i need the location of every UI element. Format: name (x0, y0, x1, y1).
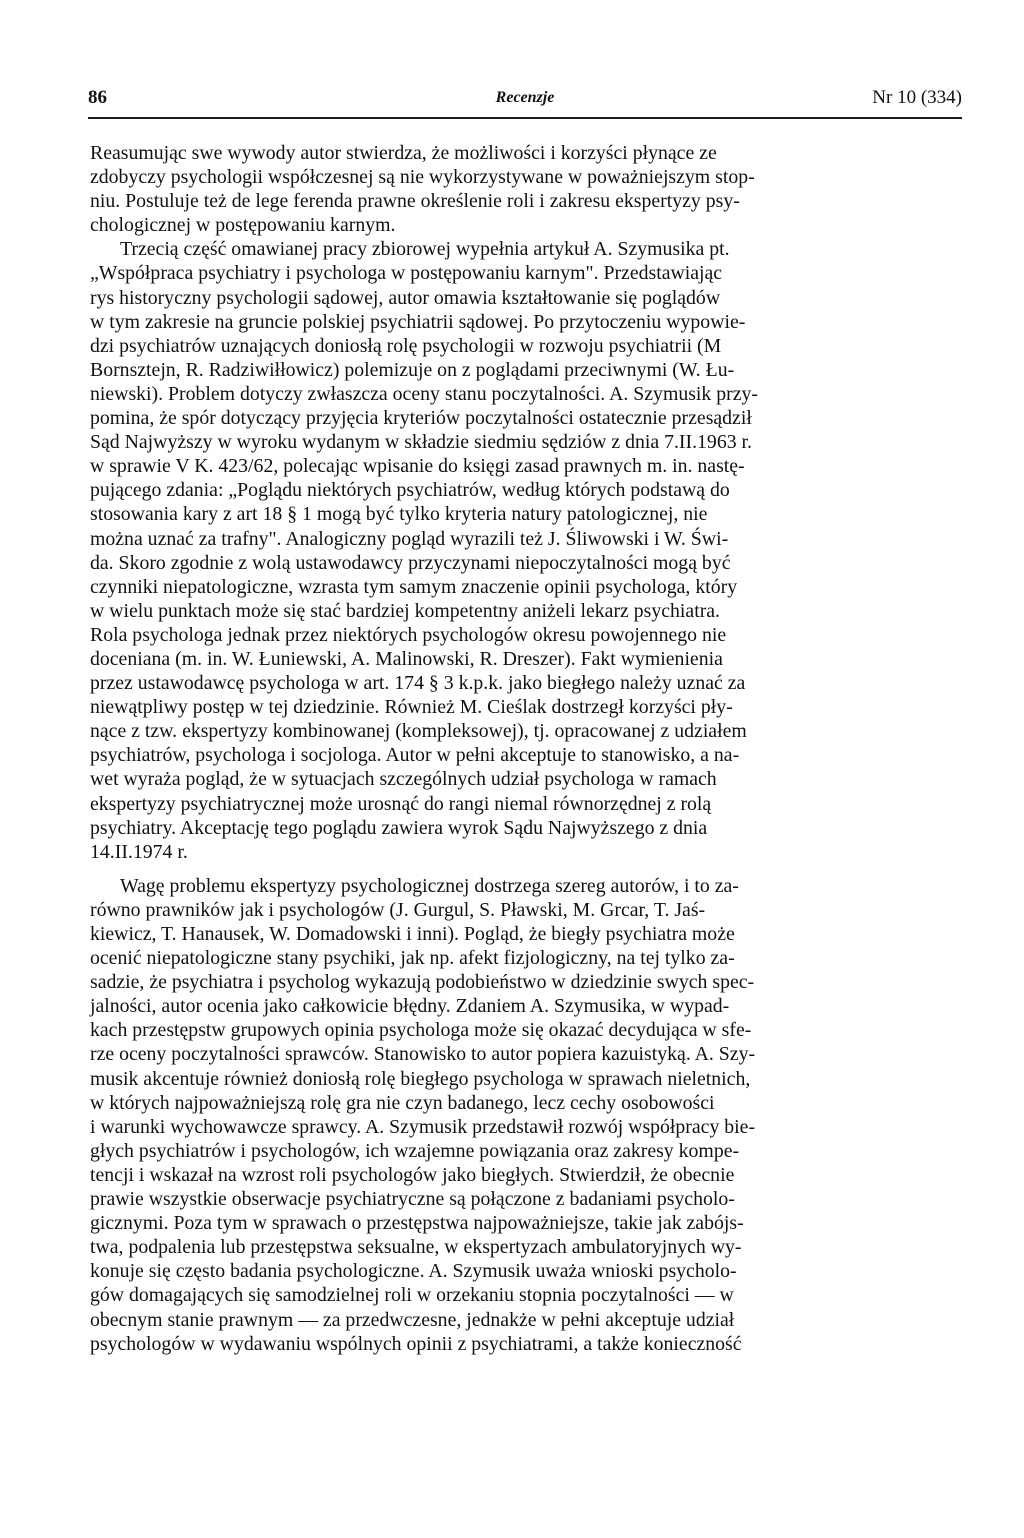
text-line: gicznymi. Poza tym w sprawach o przestępstwa najpoważniejsze, takie jak zabójs- (90, 1212, 744, 1235)
paragraph-1 (90, 141, 962, 237)
page-number: 86 (88, 87, 107, 108)
article-body (90, 141, 962, 1356)
paragraph-3 (90, 874, 962, 1356)
text-line: w wielu punktach może się stać bardziej kompetentny aniżeli lekarz psychiatra. (90, 599, 721, 622)
text-line: twa, podpalenia lub przestępstwa seksualne, w ekspertyzach ambulatoryjnych wy- (90, 1236, 742, 1259)
text-line: w których najpoważniejszą rolę gra nie czyn badanego, lecz cechy osobowości (90, 1091, 715, 1114)
text-line: musik akcentuje również doniosłą rolę biegłego psychologa w sprawach nieletnich, (90, 1067, 751, 1090)
text-line: zdobyczy psychologii współczesnej są nie wykorzystywane w poważniejszym stop- (90, 166, 755, 189)
text-line: sadzie, że psychiatra i psycholog wykazują podobieństwo w dziedzinie swych spec- (90, 971, 755, 994)
paragraph-gap (90, 864, 962, 874)
text-line: psychologów w wydawaniu wspólnych opinii z psychiatrami, a także konieczność (90, 1332, 742, 1355)
text-line: nące z tzw. ekspertyzy kombinowanej (kompleksowej), tj. opracowanej z udziałem (90, 720, 747, 743)
text-line: pomina, że spór dotyczący przyjęcia kryteriów poczytalności ostatecznie przesądził (90, 407, 752, 430)
text-line: stosowania kary z art 18 § 1 mogą być tylko kryteria natury patologicznej, nie (90, 503, 708, 526)
text-line: „Współpraca psychiatry i psychologa w postępowaniu karnym". Przedstawiając (90, 262, 723, 285)
text-line: chologicznej w postępowaniu karnym. (90, 214, 396, 237)
text-line: jalności, autor ocenia jako całkowicie błędny. Zdaniem A. Szymusika, w wypad- (90, 995, 730, 1018)
header-rule (88, 117, 962, 119)
text-line: Trzecią część omawianej pracy zbiorowej wypełnia artykuł A. Szymusika pt. (120, 238, 730, 261)
text-line: psychiatry. Akceptację tego poglądu zawiera wyrok Sądu Najwyższego z dnia (90, 816, 708, 839)
text-line: doceniana (m. in. W. Łuniewski, A. Malinowski, R. Dreszer). Fakt wymienienia (90, 647, 723, 670)
section-title: Recenzje (495, 89, 555, 106)
text-line: rze oceny poczytalności sprawców. Stanowisko to autor popiera kazuistyką. A. Szy- (90, 1043, 756, 1066)
text-line: w tym zakresie na gruncie polskiej psychiatrii sądowej. Po przytoczeniu wypowie- (90, 310, 746, 333)
text-line: konuje się często badania psychologiczne. A. Szymusik uważa wnioski psycholo- (90, 1260, 737, 1283)
text-line: i warunki wychowawcze sprawcy. A. Szymusik przedstawił rozwój współpracy bie- (90, 1115, 756, 1138)
text-line: ekspertyzy psychiatrycznej może urosnąć do rangi niemal równorzędnej z rolą (90, 792, 712, 815)
text-line: Reasumując swe wywody autor stwierdza, że możliwości i korzyści płynące ze (90, 142, 717, 164)
text-line: niu. Postuluje też de lege ferenda prawne określenie roli i zakresu ekspertyzy psy- (90, 190, 740, 213)
text-line: czynniki niepatologiczne, wzrasta tym samym znaczenie opinii psychologa, który (90, 575, 738, 598)
text-line: Sąd Najwyższy w wyroku wydanym w składzie siedmiu sędziów z dnia 7.II.1963 r. (90, 431, 752, 454)
text-line: równo prawników jak i psychologów (J. Gurgul, S. Pławski, M. Grcar, T. Jaś- (90, 898, 706, 921)
paragraph-2 (90, 237, 962, 863)
text-line: w sprawie V K. 423/62, polecając wpisanie do księgi zasad prawnych m. in. nastę- (90, 455, 745, 478)
text-line: rys historyczny psychologii sądowej, autor omawia kształtowanie się poglądów (90, 286, 721, 309)
text-line: gów domagających się samodzielnej roli w orzekaniu stopnia poczytalności — w (90, 1284, 734, 1307)
text-line: Rola psychologa jednak przez niektórych psychologów okresu powojennego nie (90, 623, 727, 646)
text-line: psychiatrów, psychologa i socjologa. Autor w pełni akceptuje to stanowisko, a na- (90, 744, 740, 767)
text-line: niewski). Problem dotyczy zwłaszcza oceny stanu poczytalności. A. Szymusik przy- (90, 382, 758, 405)
text-line: 14.II.1974 r. (90, 840, 188, 863)
text-line: kach przestępstw grupowych opinia psychologa może się okazać decydująca w sfe- (90, 1019, 752, 1042)
running-header (88, 86, 962, 110)
text-line: tencji i wskazał na wzrost roli psychologów jako biegłych. Stwierdził, że obecnie (90, 1163, 735, 1186)
text-line: wet wyraża pogląd, że w sytuacjach szczególnych udział psychologa w ramach (90, 768, 717, 791)
text-line: pującego zdania: „Poglądu niektórych psychiatrów, według których podstawą do (90, 479, 730, 502)
text-line: przez ustawodawcę psychologa w art. 174 § 3 k.p.k. jako biegłego należy uznać za (90, 672, 746, 695)
text-line: niewątpliwy postęp w tej dziedzinie. Również M. Cieślak dostrzegł korzyści pły- (90, 696, 733, 719)
text-line: da. Skoro zgodnie z wolą ustawodawcy przyczynami niepoczytalności mogą być (90, 551, 731, 574)
text-line: kiewicz, T. Hanausek, W. Domadowski i inni). Pogląd, że biegły psychiatra może (90, 923, 735, 945)
text-line: prawie wszystkie obserwacje psychiatryczne są połączone z badaniami psycholo- (90, 1188, 735, 1211)
text-line: obecnym stanie prawnym — za przedwczesne, jednakże w pełni akceptuje udział (90, 1308, 735, 1331)
issue-number: Nr 10 (334) (872, 87, 962, 108)
text-line: można uznać za trafny". Analogiczny pogląd wyrazili też J. Śliwowski i W. Świ- (90, 527, 729, 550)
text-line: Bornsztejn, R. Radziwiłłowicz) polemizuje on z poglądami przeciwnymi (W. Łu- (90, 358, 735, 381)
text-line: dzi psychiatrów uznających doniosłą rolę psychologii w rozwoju psychiatrii (M (90, 334, 722, 357)
text-line: głych psychiatrów i psychologów, ich wzajemne powiązania oraz zakresy kompe- (90, 1139, 740, 1162)
text-line: Wagę problemu ekspertyzy psychologicznej dostrzega szereg autorów, i to za- (120, 874, 739, 897)
text-line: ocenić niepatologiczne stany psychiki, jak np. afekt fizjologiczny, na tej tylko za- (90, 947, 735, 970)
